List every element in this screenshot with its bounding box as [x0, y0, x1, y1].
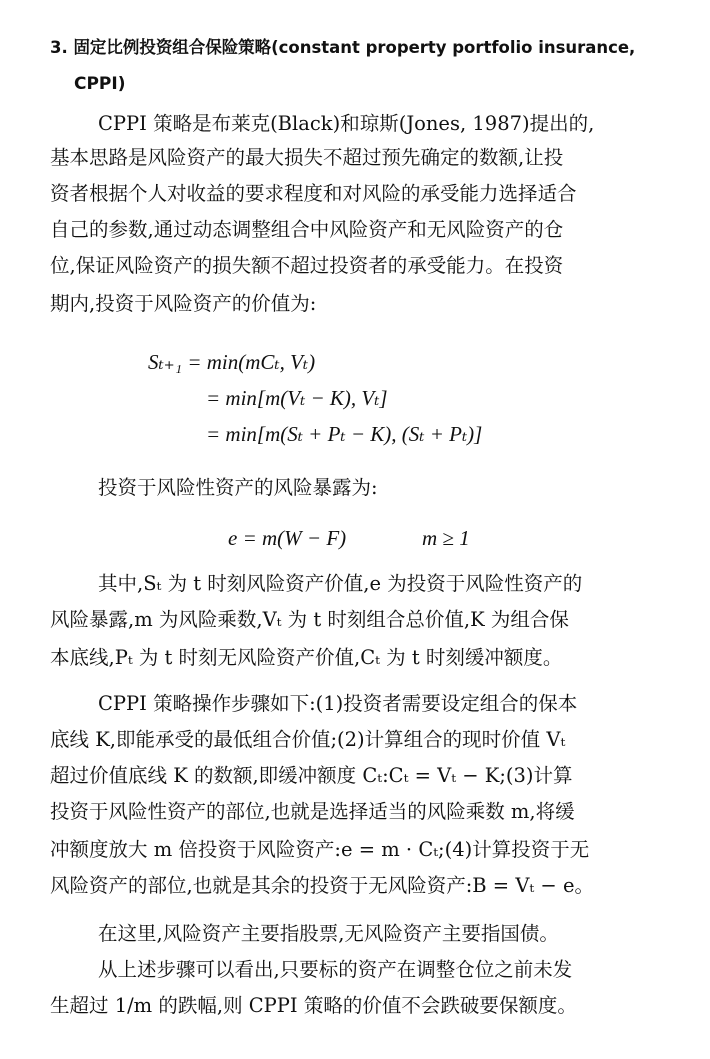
paragraph-line: 在这里,风险资产主要指股票,无风险资产主要指国债。 — [98, 922, 559, 945]
paragraph-line: 自己的参数,通过动态调整组合中风险资产和无风险资产的仓 — [50, 218, 564, 241]
paragraph-line: 期内,投资于风险资产的价值为: — [50, 292, 317, 315]
section-heading-line-1: 3. 固定比例投资组合保险策略(constant property portfolio insurance, — [50, 38, 636, 58]
paragraph-line: 位,保证风险资产的损失额不超过投资者的承受能力。在投资 — [50, 254, 564, 277]
paragraph-line: 投资于风险性资产的部位,也就是选择适当的风险乘数 m,将缓 — [50, 800, 575, 823]
paragraph-line: 风险暴露,m 为风险乘数,Vₜ 为 t 时刻组合总价值,K 为组合保 — [50, 608, 569, 631]
paragraph-line: 风险资产的部位,也就是其余的投资于无风险资产:B = Vₜ − e。 — [50, 874, 595, 897]
paragraph-line: 投资于风险性资产的风险暴露为: — [98, 476, 378, 499]
paragraph-line: 冲额度放大 m 倍投资于风险资产:e = m · Cₜ;(4)计算投资于无 — [50, 838, 590, 861]
paragraph-line: 基本思路是风险资产的最大损失不超过预先确定的数额,让投 — [50, 146, 564, 169]
equation-line: = min[m(Vₜ − K), Vₜ] — [206, 386, 388, 410]
paragraph-line: 底线 K,即能承受的最低组合价值;(2)计算组合的现时价值 Vₜ — [50, 728, 566, 751]
equation-2-lhs: e = m(W − F) — [228, 526, 347, 550]
paragraph-line: 超过价值底线 K 的数额,即缓冲额度 Cₜ:Cₜ = Vₜ − K;(3)计算 — [50, 764, 573, 787]
paragraph-line: CPPI 策略操作步骤如下:(1)投资者需要设定组合的保本 — [98, 692, 578, 715]
paragraph-line: 其中,Sₜ 为 t 时刻风险资产价值,e 为投资于风险性资产的 — [98, 572, 583, 595]
paragraph-line: CPPI 策略是布莱克(Black)和琼斯(Jones, 1987)提出的, — [98, 112, 595, 135]
paragraph-line: 本底线,Pₜ 为 t 时刻无风险资产价值,Cₜ 为 t 时刻缓冲额度。 — [50, 646, 563, 669]
equation-2-rhs: m ≥ 1 — [422, 526, 470, 550]
paragraph-line: 生超过 1/m 的跌幅,则 CPPI 策略的价值不会跌破要保额度。 — [50, 994, 577, 1017]
paragraph-line: 资者根据个人对收益的要求程度和对风险的承受能力选择适合 — [50, 182, 577, 205]
paragraph-line: 从上述步骤可以看出,只要标的资产在调整仓位之前未发 — [98, 958, 573, 981]
section-heading-line-2: CPPI) — [74, 74, 126, 94]
equation-line: = min[m(Sₜ + Pₜ − K), (Sₜ + Pₜ)] — [206, 422, 483, 446]
equation-line: Sₜ₊₁ = min(mCₜ, Vₜ) — [148, 350, 316, 374]
